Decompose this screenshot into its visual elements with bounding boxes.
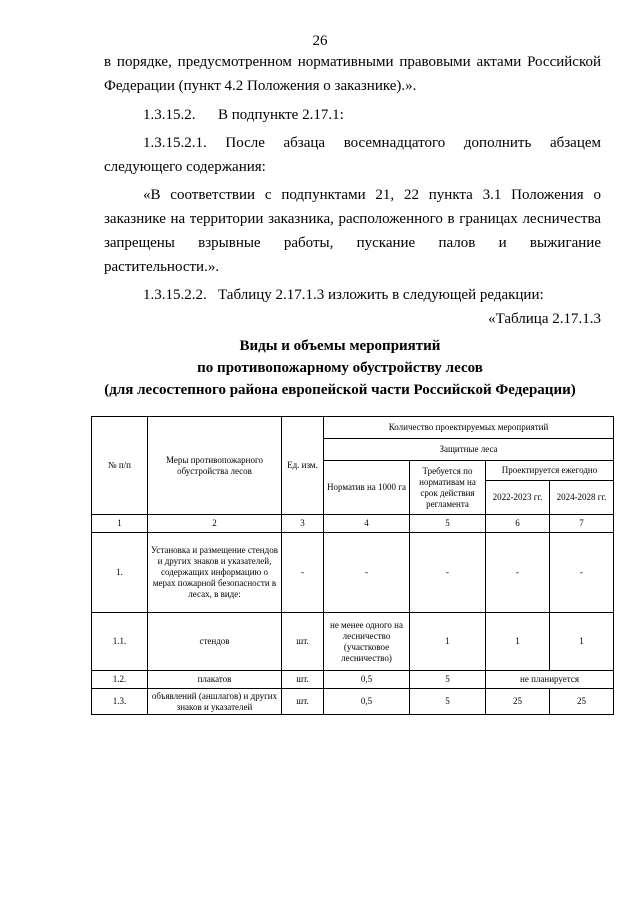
row-required: 1 [410, 613, 486, 671]
row-planned-2: - [550, 533, 614, 613]
measures-table [91, 416, 614, 715]
column-number: 1 [92, 515, 148, 533]
row-num: 1.3. [92, 689, 148, 715]
paragraph-line: растительности.». [104, 259, 220, 275]
paragraph-line: в порядке, предусмотренном нормативными правовыми актами Российской [104, 54, 601, 70]
row-measure: Установка и размещение стендов и других знаков и указателей, содержащих информацию о мерах пожарной безопасности в лесах, в виде: [148, 533, 282, 613]
row-unit: шт. [282, 613, 324, 671]
row-measure: плакатов [148, 671, 282, 689]
row-measure: объявлений (аншлагов) и других знаков и указателей [148, 689, 282, 715]
paragraph-line: Федерации (пункт 4.2 Положения о заказнике).». [104, 78, 417, 94]
row-required: 5 [410, 671, 486, 689]
header-measures: Меры противопожарного обустройства лесов [148, 417, 282, 515]
header-planned: Проектируется ежегодно [486, 461, 614, 481]
column-number-row [92, 515, 614, 533]
row-planned-2: 1 [550, 613, 614, 671]
column-number: 2 [148, 515, 282, 533]
row-planned-1: - [486, 533, 550, 613]
row-unit: шт. [282, 671, 324, 689]
paragraph-line: заказнике на территории заказника, расположенного в границах лесничества [104, 211, 601, 227]
header-norm: Норматив на 1000 га [324, 461, 410, 515]
table-row [92, 613, 614, 671]
row-not-planned: не планируется [486, 671, 614, 689]
table-row [92, 671, 614, 689]
header-period-2: 2024-2028 гг. [550, 481, 614, 515]
column-number: 4 [324, 515, 410, 533]
header-num: № п/п [92, 417, 148, 515]
header-period-1: 2022-2023 гг. [486, 481, 550, 515]
table-title-line1: Виды и объемы мероприятий [239, 338, 441, 354]
row-norm: 0,5 [324, 671, 410, 689]
paragraph-line: следующего содержания: [104, 159, 266, 175]
row-num: 1. [92, 533, 148, 613]
table-row [92, 533, 614, 613]
header-quantity: Количество проектируемых мероприятий [324, 417, 614, 439]
row-num: 1.2. [92, 671, 148, 689]
row-measure: стендов [148, 613, 282, 671]
table-title-line3: (для лесостепного района европейской части Российской Федерации) [104, 382, 576, 398]
row-planned-1: 25 [486, 689, 550, 715]
column-number: 3 [282, 515, 324, 533]
row-norm: - [324, 533, 410, 613]
header-unit: Ед. изм. [282, 417, 324, 515]
subpoint-2-17-1: 1.3.15.2. В подпункте 2.17.1: [143, 107, 344, 123]
row-norm: 0,5 [324, 689, 410, 715]
table-title-line2: по противопожарному обустройству лесов [197, 360, 483, 376]
row-planned-2: 25 [550, 689, 614, 715]
column-number: 6 [486, 515, 550, 533]
row-norm: не менее одного на лесничество (участковое лесничество) [324, 613, 410, 671]
column-number: 5 [410, 515, 486, 533]
header-required: Требуется по нормативам на срок действия регламента [410, 461, 486, 515]
paragraph-line: 1.3.15.2.2. Таблицу 2.17.1.3 изложить в следующей редакции: [143, 287, 544, 303]
table-row [92, 689, 614, 715]
row-num: 1.1. [92, 613, 148, 671]
row-required: 5 [410, 689, 486, 715]
page-number: 26 [312, 33, 328, 49]
row-unit: - [282, 533, 324, 613]
row-required: - [410, 533, 486, 613]
row-planned-1: 1 [486, 613, 550, 671]
paragraph-line: 1.3.15.2.1. После абзаца восемнадцатого дополнить абзацем [143, 135, 601, 151]
column-number: 7 [550, 515, 614, 533]
paragraph-line: «В соответствии с подпунктами 21, 22 пункта 3.1 Положения о [143, 187, 601, 203]
row-unit: шт. [282, 689, 324, 715]
table-caption: «Таблица 2.17.1.3 [488, 311, 601, 327]
header-protective-forests: Защитные леса [324, 439, 614, 461]
paragraph-line: запрещены взрывные работы, пускание палов и выжигание [104, 235, 601, 251]
